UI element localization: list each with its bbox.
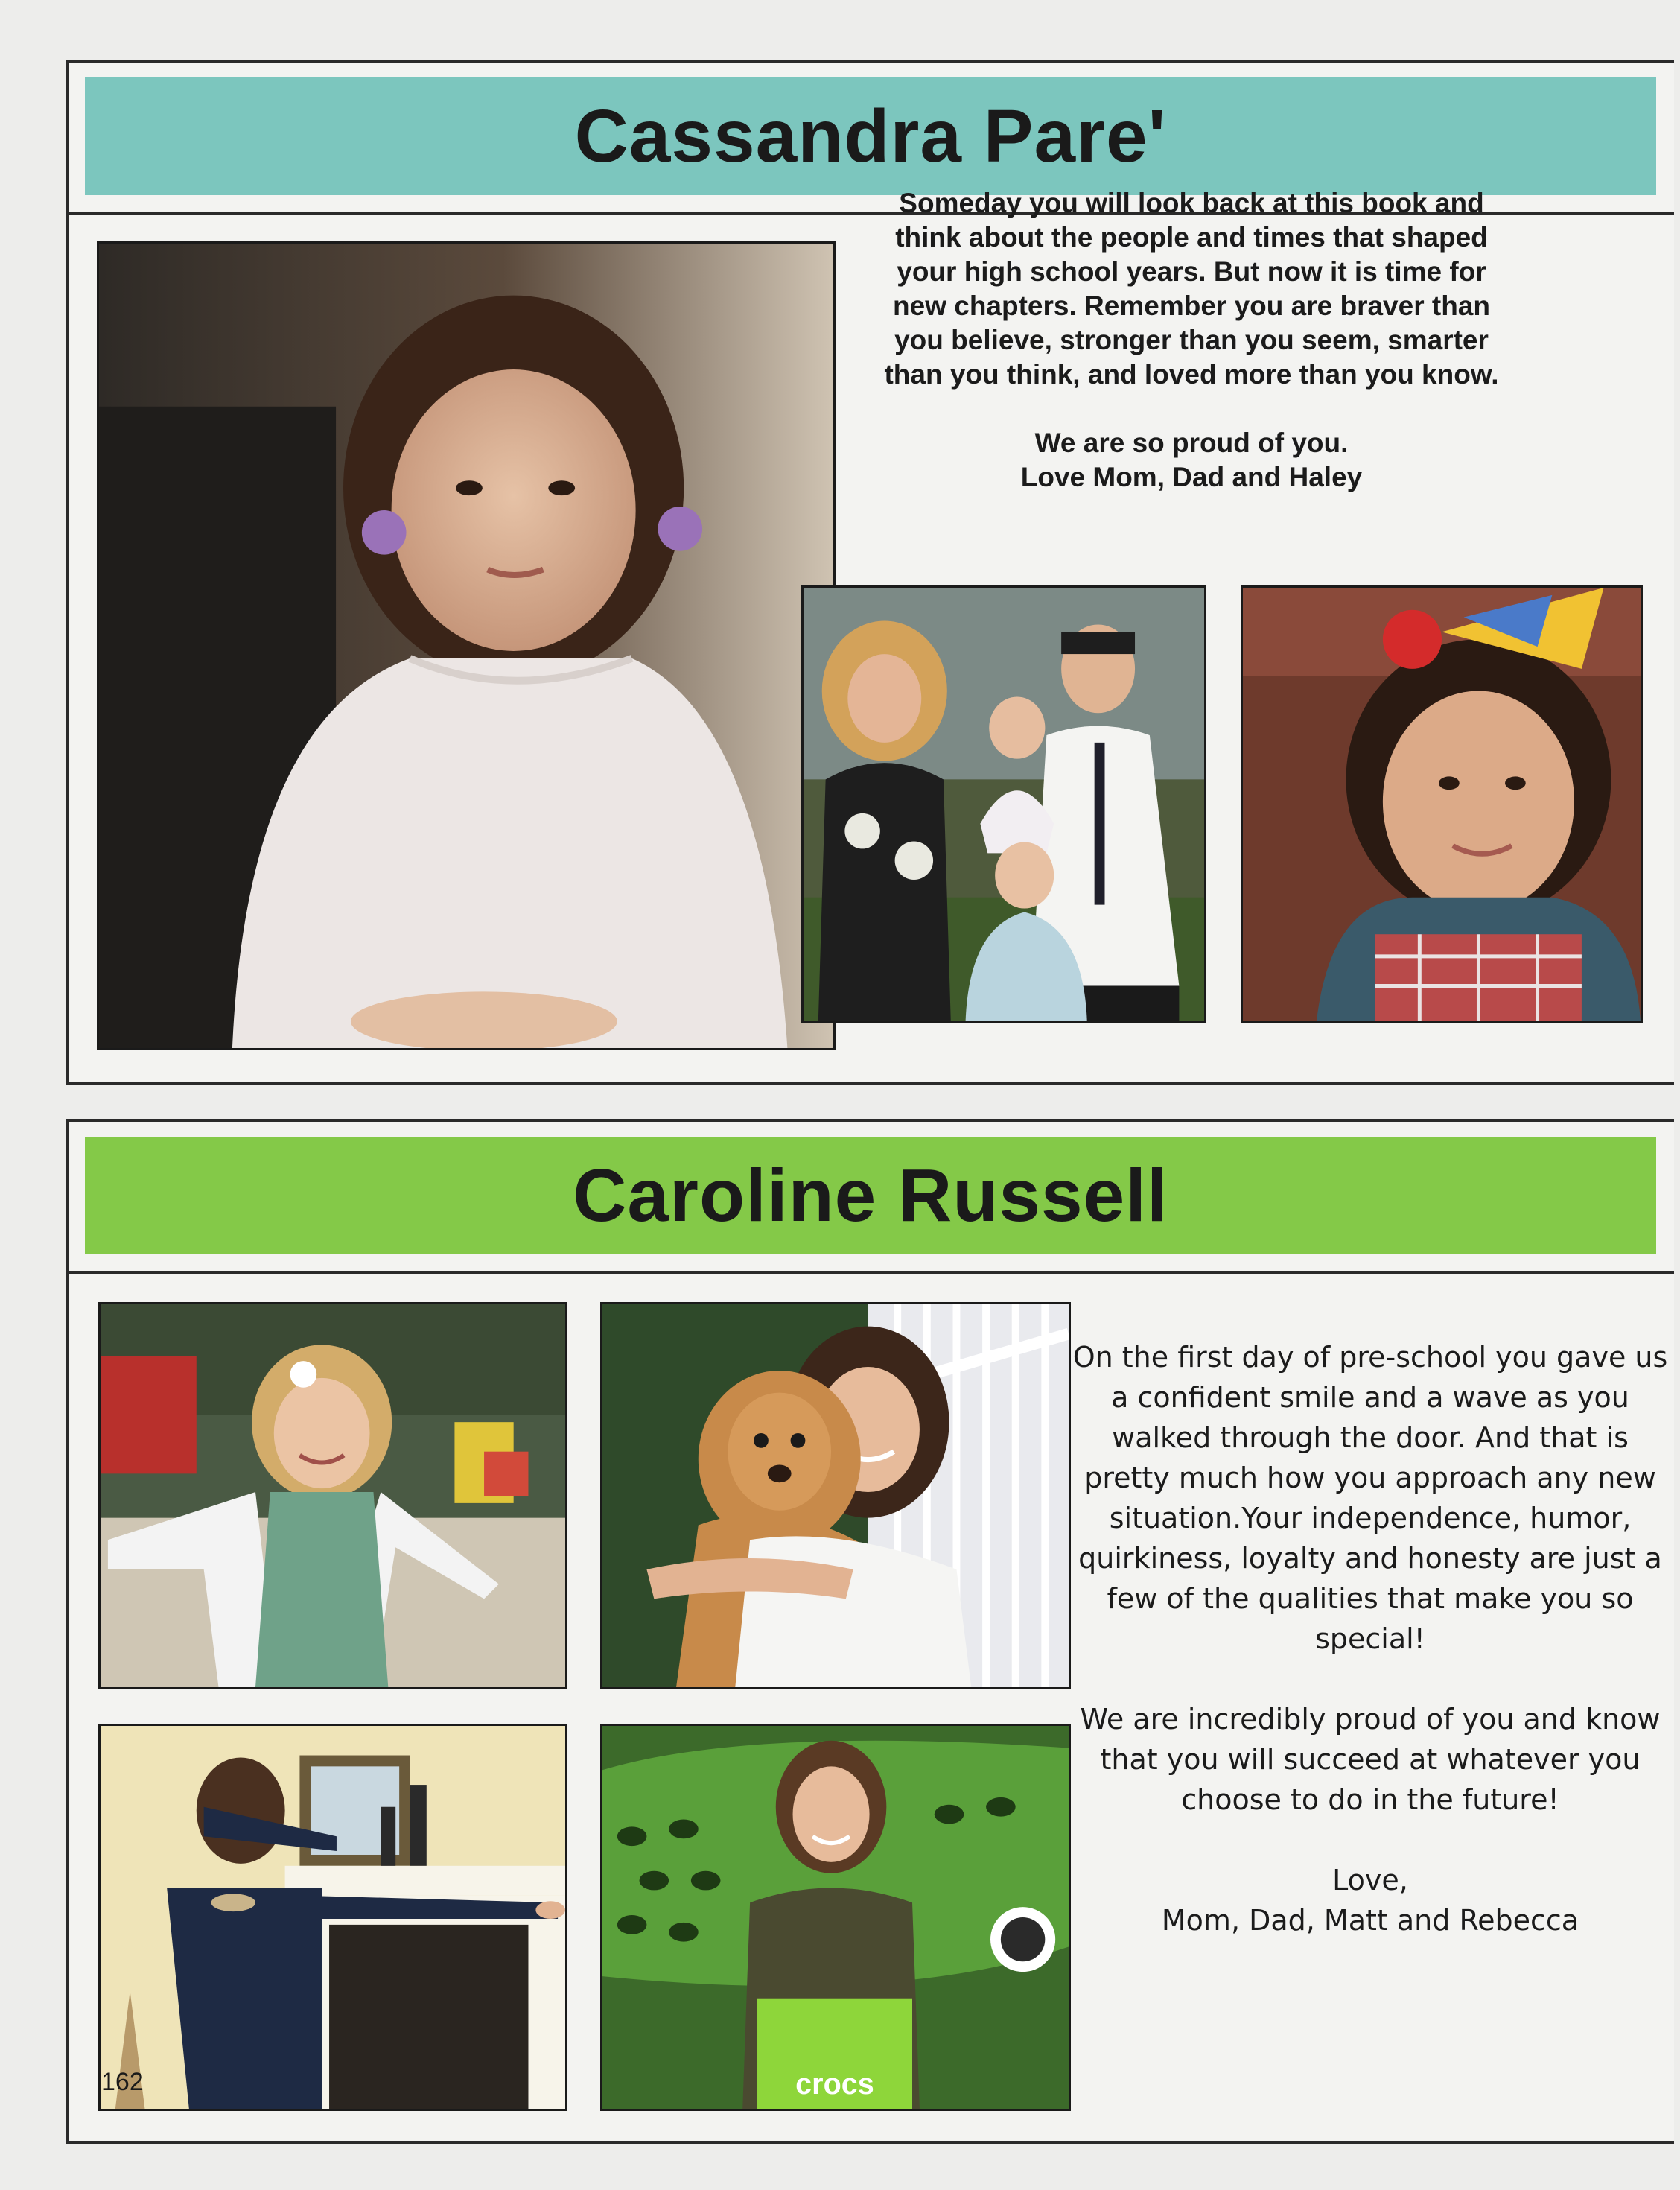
girl-dabbing-photo bbox=[98, 1724, 567, 2111]
student-name: Cassandra Pare' bbox=[574, 94, 1167, 178]
message-line: quirkiness, loyalty and honesty are just a bbox=[1078, 1542, 1662, 1575]
message-line: situation.Your independence, humor, bbox=[1109, 1502, 1632, 1534]
name-banner bbox=[85, 77, 1656, 195]
closing-line: that you will succeed at whatever you bbox=[1100, 1743, 1641, 1776]
message-line: you believe, stronger than you seem, smarter bbox=[894, 325, 1489, 355]
signature-line: Love Mom, Dad and Haley bbox=[1020, 462, 1363, 492]
message-line: walked through the door. And that is bbox=[1112, 1421, 1629, 1454]
parent-message bbox=[1013, 1337, 1680, 1940]
crocs-store-photo bbox=[600, 1724, 1071, 2111]
student-name: Caroline Russell bbox=[573, 1153, 1168, 1237]
page-number: 162 bbox=[101, 2068, 144, 2096]
message-line: On the first day of pre-school you gave us bbox=[1072, 1341, 1668, 1374]
message-line: new chapters. Remember you are braver than bbox=[893, 291, 1490, 321]
signature-line: We are so proud of you. bbox=[1034, 428, 1349, 458]
message-line: think about the people and times that shaped bbox=[895, 222, 1488, 253]
message-line: your high school years. But now it is time for bbox=[897, 256, 1486, 287]
birthday-toddler-photo bbox=[1241, 585, 1643, 1023]
message-line: a confident smile and a wave as you bbox=[1111, 1381, 1629, 1414]
family-photo bbox=[801, 585, 1206, 1023]
parent-message bbox=[819, 186, 1564, 495]
girl-with-puppy-photo bbox=[600, 1302, 1071, 1689]
preschool-girl-photo bbox=[98, 1302, 567, 1689]
signature-line: Mom, Dad, Matt and Rebecca bbox=[1161, 1904, 1579, 1937]
message-line: pretty much how you approach any new bbox=[1084, 1461, 1656, 1494]
toddler-portrait-photo bbox=[97, 241, 836, 1050]
message-line: few of the qualities that make you so bbox=[1107, 1582, 1634, 1615]
signature-line: Love, bbox=[1332, 1864, 1408, 1897]
message-line: than you think, and loved more than you know. bbox=[884, 359, 1499, 390]
crocs-bag-logo: crocs bbox=[795, 2068, 874, 2101]
message-line: Someday you will look back at this book and bbox=[899, 188, 1484, 218]
header-frame bbox=[69, 1122, 1674, 1274]
name-banner bbox=[85, 1137, 1656, 1254]
message-line: special! bbox=[1315, 1622, 1425, 1655]
closing-line: choose to do in the future! bbox=[1181, 1783, 1559, 1816]
closing-line: We are incredibly proud of you and know bbox=[1080, 1703, 1661, 1736]
